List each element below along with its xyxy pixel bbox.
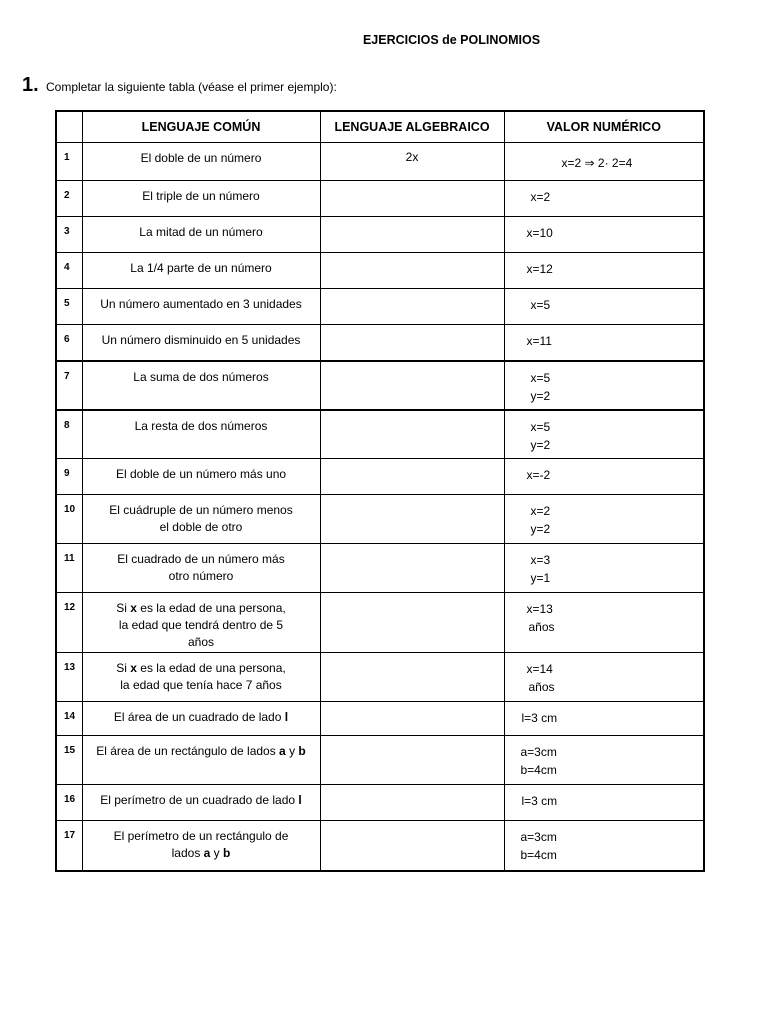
row-number: 14 xyxy=(56,702,82,736)
numeric-value-cell xyxy=(504,410,704,459)
table-header-row xyxy=(56,111,704,143)
table-row xyxy=(56,253,704,289)
algebraic-language-cell[interactable] xyxy=(320,593,504,653)
common-language-cell: Si x es la edad de una persona, la edad que tenía hace 7 años xyxy=(82,653,320,702)
value-line: x=5 xyxy=(530,419,551,434)
numeric-value-cell xyxy=(504,325,704,361)
common-language-cell: Un número aumentado en 3 unidades xyxy=(82,289,320,325)
algebraic-language-cell[interactable] xyxy=(320,410,504,459)
algebraic-language-cell[interactable] xyxy=(320,181,504,217)
value-line: x=2 xyxy=(530,504,551,518)
table-row xyxy=(56,325,704,361)
algebraic-language-cell[interactable] xyxy=(320,361,504,410)
value-line: y=1 xyxy=(530,571,551,585)
row-number: 15 xyxy=(56,736,82,785)
table-row xyxy=(56,181,704,217)
common-language-cell: La mitad de un número xyxy=(82,217,320,253)
common-language-cell: La suma de dos números xyxy=(82,361,320,410)
page-title: EJERCICIOS de POLINOMIOS xyxy=(362,33,541,47)
value-line: b=4cm xyxy=(520,763,557,777)
table-row xyxy=(56,143,704,181)
common-language-cell: El triple de un número xyxy=(82,181,320,217)
table-row xyxy=(56,410,704,459)
table-row xyxy=(56,702,704,736)
value-line: l=3 cm xyxy=(521,794,558,808)
common-language-cell: La 1/4 parte de un número xyxy=(82,253,320,289)
row-number: 4 xyxy=(56,253,82,289)
numeric-value-cell xyxy=(504,143,704,181)
common-language-cell: El doble de un número más uno xyxy=(82,459,320,495)
value-line: y=2 xyxy=(530,522,551,536)
algebraic-language-cell[interactable] xyxy=(320,217,504,253)
numeric-value-cell xyxy=(504,495,704,544)
algebraic-language-cell[interactable] xyxy=(320,289,504,325)
numeric-value-cell xyxy=(504,544,704,593)
row-number: 5 xyxy=(56,289,82,325)
algebraic-language-cell[interactable] xyxy=(320,785,504,821)
header-algebraic-language: LENGUAJE ALGEBRAICO xyxy=(320,111,504,143)
algebraic-language-cell[interactable]: 2x xyxy=(320,143,504,181)
value-line: a=3cm xyxy=(520,745,557,759)
algebraic-language-cell[interactable] xyxy=(320,702,504,736)
numeric-value-cell xyxy=(504,702,704,736)
numeric-value-cell xyxy=(504,821,704,871)
value-line: y=2 xyxy=(530,388,551,403)
algebraic-language-cell[interactable] xyxy=(320,325,504,361)
row-number: 6 xyxy=(56,325,82,361)
numeric-value-cell xyxy=(504,785,704,821)
table-row xyxy=(56,361,704,410)
exercise-number: 1. xyxy=(22,74,39,96)
value-line: x=5 xyxy=(530,298,551,312)
algebraic-language-cell[interactable] xyxy=(320,736,504,785)
common-language-cell: Un número disminuido en 5 unidades xyxy=(82,325,320,361)
table-row xyxy=(56,495,704,544)
common-language-cell: El cuádruple de un número menos el doble de otro xyxy=(82,495,320,544)
numeric-value-cell xyxy=(504,181,704,217)
exercise-table xyxy=(55,110,705,872)
table-row xyxy=(56,785,704,821)
row-number: 2 xyxy=(56,181,82,217)
common-language-cell: Si x es la edad de una persona, la edad que tendrá dentro de 5 años xyxy=(82,593,320,653)
value-line: x=2 ⇒ 2· 2=4 xyxy=(561,156,633,170)
algebraic-language-cell[interactable] xyxy=(320,253,504,289)
algebraic-language-cell[interactable] xyxy=(320,495,504,544)
table-row xyxy=(56,289,704,325)
common-language-cell: El doble de un número xyxy=(82,143,320,181)
common-language-cell: El cuadrado de un número más otro número xyxy=(82,544,320,593)
value-line: x=5 xyxy=(530,370,551,385)
table-row xyxy=(56,593,704,653)
algebraic-language-cell[interactable] xyxy=(320,544,504,593)
value-line: l=3 cm xyxy=(521,711,558,725)
numeric-value-cell xyxy=(504,217,704,253)
numeric-value-cell xyxy=(504,593,704,653)
header-number xyxy=(56,111,82,143)
row-number: 12 xyxy=(56,593,82,653)
table-row xyxy=(56,217,704,253)
value-line: a=3cm xyxy=(520,830,557,844)
row-number: 9 xyxy=(56,459,82,495)
row-number: 13 xyxy=(56,653,82,702)
numeric-value-cell xyxy=(504,736,704,785)
value-line: x=2 xyxy=(530,190,551,204)
algebraic-language-cell[interactable] xyxy=(320,821,504,871)
table-row xyxy=(56,653,704,702)
common-language-cell: El perímetro de un rectángulo de lados a y b xyxy=(82,821,320,871)
value-line: años xyxy=(528,680,555,694)
numeric-value-cell xyxy=(504,653,704,702)
numeric-value-cell xyxy=(504,361,704,410)
row-number: 7 xyxy=(56,361,82,410)
common-language-cell: La resta de dos números xyxy=(82,410,320,459)
table-row xyxy=(56,821,704,871)
value-line: x=12 xyxy=(526,262,553,276)
table-row xyxy=(56,459,704,495)
exercise-instruction: Completar la siguiente tabla (véase el primer ejemplo): xyxy=(46,80,337,94)
row-number: 16 xyxy=(56,785,82,821)
value-line: b=4cm xyxy=(520,848,557,862)
header-common-language: LENGUAJE COMÚN xyxy=(82,111,320,143)
header-numeric-value: VALOR NUMÉRICO xyxy=(504,111,704,143)
row-number: 3 xyxy=(56,217,82,253)
table-row xyxy=(56,736,704,785)
common-language-cell: El perímetro de un cuadrado de lado l xyxy=(82,785,320,821)
row-number: 10 xyxy=(56,495,82,544)
algebraic-language-cell[interactable] xyxy=(320,653,504,702)
value-line: y=2 xyxy=(530,437,551,452)
row-number: 11 xyxy=(56,544,82,593)
value-line: x=10 xyxy=(526,226,553,240)
value-line: años xyxy=(528,620,555,634)
numeric-value-cell xyxy=(504,289,704,325)
value-line: x=14 xyxy=(526,662,553,676)
numeric-value-cell xyxy=(504,459,704,495)
algebraic-language-cell[interactable] xyxy=(320,459,504,495)
numeric-value-cell xyxy=(504,253,704,289)
common-language-cell: El área de un rectángulo de lados a y b xyxy=(82,736,320,785)
value-line: x=13 xyxy=(526,602,553,616)
row-number: 17 xyxy=(56,821,82,871)
table-row xyxy=(56,544,704,593)
value-line: x=-2 xyxy=(526,468,551,482)
value-line: x=11 xyxy=(526,334,552,348)
value-line: x=3 xyxy=(530,553,551,567)
row-number: 8 xyxy=(56,410,82,459)
row-number: 1 xyxy=(56,143,82,181)
common-language-cell: El área de un cuadrado de lado l xyxy=(82,702,320,736)
